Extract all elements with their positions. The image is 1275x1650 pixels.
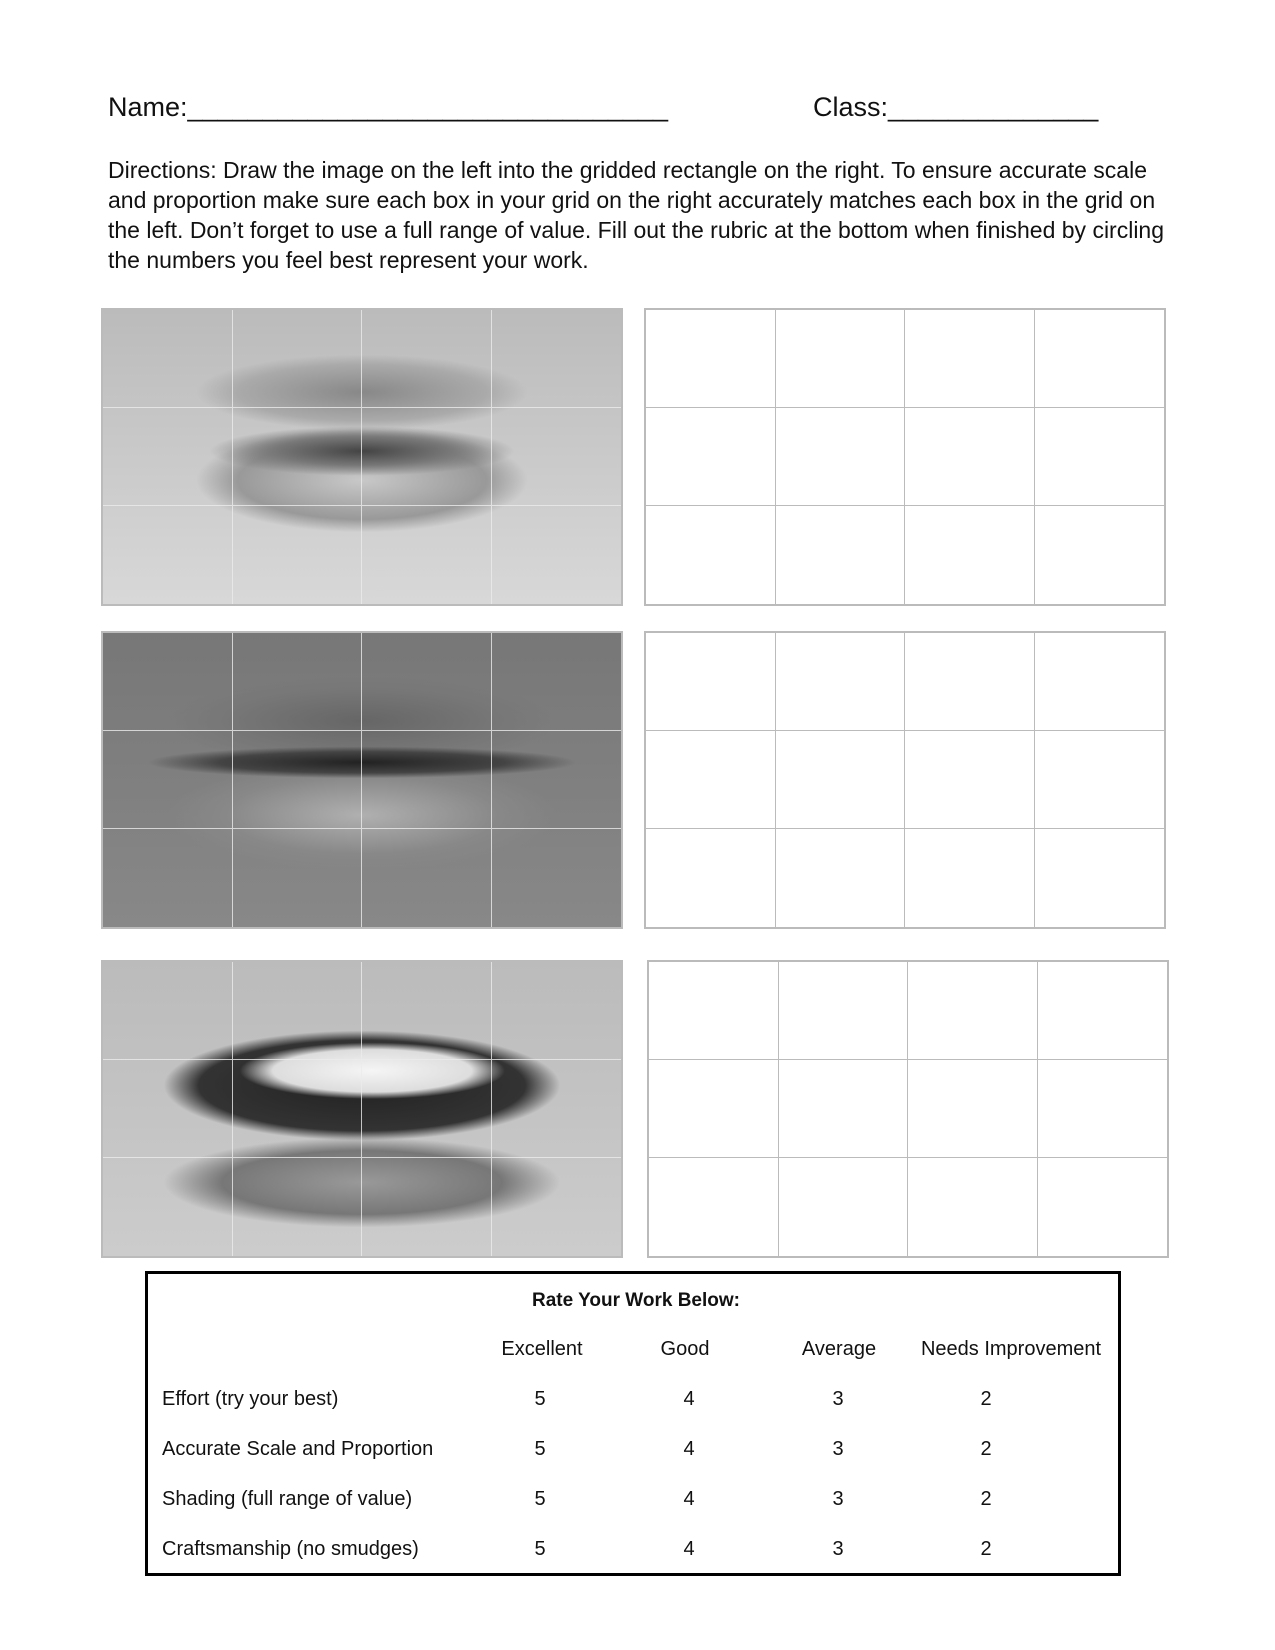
grid-cell xyxy=(492,633,622,731)
grid-cell[interactable] xyxy=(649,962,779,1060)
grid-cell[interactable] xyxy=(908,1060,1038,1158)
rubric-table xyxy=(145,1271,1121,1576)
rubric-score[interactable]: 2 xyxy=(980,1488,992,1510)
grid-cell[interactable] xyxy=(1035,633,1165,731)
grid-cell[interactable] xyxy=(905,310,1035,408)
column-header: Excellent xyxy=(501,1338,583,1360)
rubric-score[interactable]: 5 xyxy=(534,1438,546,1460)
reference-photo-smile xyxy=(101,960,623,1258)
rubric-score[interactable]: 5 xyxy=(534,1538,546,1560)
grid-cell[interactable] xyxy=(646,633,776,731)
grid-cell xyxy=(362,731,492,829)
grid-cell xyxy=(492,829,622,927)
grid-cell xyxy=(103,633,233,731)
grid-cell xyxy=(492,962,622,1060)
grid-cell[interactable] xyxy=(905,633,1035,731)
rubric-score[interactable]: 5 xyxy=(534,1388,546,1410)
reference-photo-lips-1 xyxy=(101,308,623,606)
class-field[interactable]: Class:______________ xyxy=(813,92,1099,122)
grid-cell xyxy=(362,829,492,927)
column-header: Good xyxy=(660,1338,710,1360)
grid-cell[interactable] xyxy=(1035,506,1165,604)
rubric-score[interactable]: 4 xyxy=(683,1538,695,1560)
grid-cell[interactable] xyxy=(646,829,776,927)
grid-cell xyxy=(233,1060,363,1158)
grid-cell[interactable] xyxy=(776,633,906,731)
grid-cell xyxy=(362,1060,492,1158)
grid-cell xyxy=(362,310,492,408)
rubric-score[interactable]: 2 xyxy=(980,1538,992,1560)
grid-cell xyxy=(492,506,622,604)
grid-cell xyxy=(103,731,233,829)
grid-cell xyxy=(103,408,233,506)
rubric-score[interactable]: 2 xyxy=(980,1438,992,1460)
grid-cell[interactable] xyxy=(646,408,776,506)
grid-cell[interactable] xyxy=(908,962,1038,1060)
grid-cell[interactable] xyxy=(905,408,1035,506)
rubric-score[interactable]: 4 xyxy=(683,1488,695,1510)
grid-cell[interactable] xyxy=(776,731,906,829)
grid-cell[interactable] xyxy=(776,310,906,408)
rubric-score[interactable]: 3 xyxy=(832,1388,844,1410)
rubric-row-label: Effort (try your best) xyxy=(162,1388,339,1410)
grid-cell[interactable] xyxy=(905,731,1035,829)
grid-cell xyxy=(233,633,363,731)
column-header: Needs Improvement xyxy=(920,1338,1102,1360)
grid-cell xyxy=(103,506,233,604)
rubric-score[interactable]: 3 xyxy=(832,1488,844,1510)
grid-cell[interactable] xyxy=(908,1158,1038,1256)
rubric-score[interactable]: 5 xyxy=(534,1488,546,1510)
grid-cell xyxy=(362,633,492,731)
grid-cell[interactable] xyxy=(776,829,906,927)
grid-cell xyxy=(103,962,233,1060)
grid-cell[interactable] xyxy=(1038,1158,1168,1256)
grid-cell[interactable] xyxy=(776,506,906,604)
grid-cell[interactable] xyxy=(1035,829,1165,927)
grid-cell xyxy=(233,408,363,506)
grid-cell[interactable] xyxy=(1038,1060,1168,1158)
rubric-row-label: Shading (full range of value) xyxy=(162,1488,413,1510)
grid-cell[interactable] xyxy=(646,731,776,829)
grid-cell xyxy=(492,1158,622,1256)
rubric-score[interactable]: 2 xyxy=(980,1388,992,1410)
grid-cell xyxy=(233,829,363,927)
grid-cell xyxy=(362,962,492,1060)
grid-cell xyxy=(362,506,492,604)
grid-cell xyxy=(233,731,363,829)
grid-cell[interactable] xyxy=(649,1060,779,1158)
drawing-grid-3[interactable] xyxy=(647,960,1169,1258)
grid-cell[interactable] xyxy=(779,1060,909,1158)
grid-cell xyxy=(103,1060,233,1158)
rubric-score[interactable]: 4 xyxy=(683,1388,695,1410)
grid-cell[interactable] xyxy=(905,506,1035,604)
directions-text: Directions: Draw the image on the left into the gridded rectangle on the right. To ensure accurate scale and proportion make sure each box in your grid on the right accurately matches each box in the grid on the left. Don’t forget to use a full range of value. Fill out the rubric at the bottom when finished by circling the numbers you feel best represent your work. xyxy=(108,157,1165,273)
drawing-grid-2[interactable] xyxy=(644,631,1166,929)
grid-cell xyxy=(233,506,363,604)
grid-cell xyxy=(492,731,622,829)
grid-cell xyxy=(103,310,233,408)
name-field[interactable]: Name:________________________________ xyxy=(108,92,669,122)
grid-cell[interactable] xyxy=(779,1158,909,1256)
rubric-score[interactable]: 3 xyxy=(832,1538,844,1560)
reference-photo-lips-2 xyxy=(101,631,623,929)
drawing-grid-1[interactable] xyxy=(644,308,1166,606)
grid-cell xyxy=(233,1158,363,1256)
grid-cell xyxy=(103,1158,233,1256)
rubric-row-label: Accurate Scale and Proportion xyxy=(162,1438,434,1460)
rubric-score[interactable]: 4 xyxy=(683,1438,695,1460)
grid-cell[interactable] xyxy=(1038,962,1168,1060)
rubric-row-label: Craftsmanship (no smudges) xyxy=(162,1538,419,1560)
grid-cell[interactable] xyxy=(649,1158,779,1256)
grid-cell[interactable] xyxy=(1035,310,1165,408)
rubric-score[interactable]: 3 xyxy=(832,1438,844,1460)
grid-cell xyxy=(233,962,363,1060)
grid-cell xyxy=(492,310,622,408)
grid-cell xyxy=(103,829,233,927)
grid-cell[interactable] xyxy=(646,310,776,408)
grid-cell xyxy=(492,408,622,506)
grid-cell[interactable] xyxy=(779,962,909,1060)
rubric-title: Rate Your Work Below: xyxy=(532,1290,740,1311)
grid-cell xyxy=(362,408,492,506)
column-header: Average xyxy=(801,1338,877,1360)
grid-cell[interactable] xyxy=(646,506,776,604)
grid-cell[interactable] xyxy=(776,408,906,506)
grid-cell xyxy=(362,1158,492,1256)
grid-cell xyxy=(492,1060,622,1158)
grid-cell[interactable] xyxy=(1035,731,1165,829)
grid-cell xyxy=(233,310,363,408)
grid-cell[interactable] xyxy=(905,829,1035,927)
grid-cell[interactable] xyxy=(1035,408,1165,506)
